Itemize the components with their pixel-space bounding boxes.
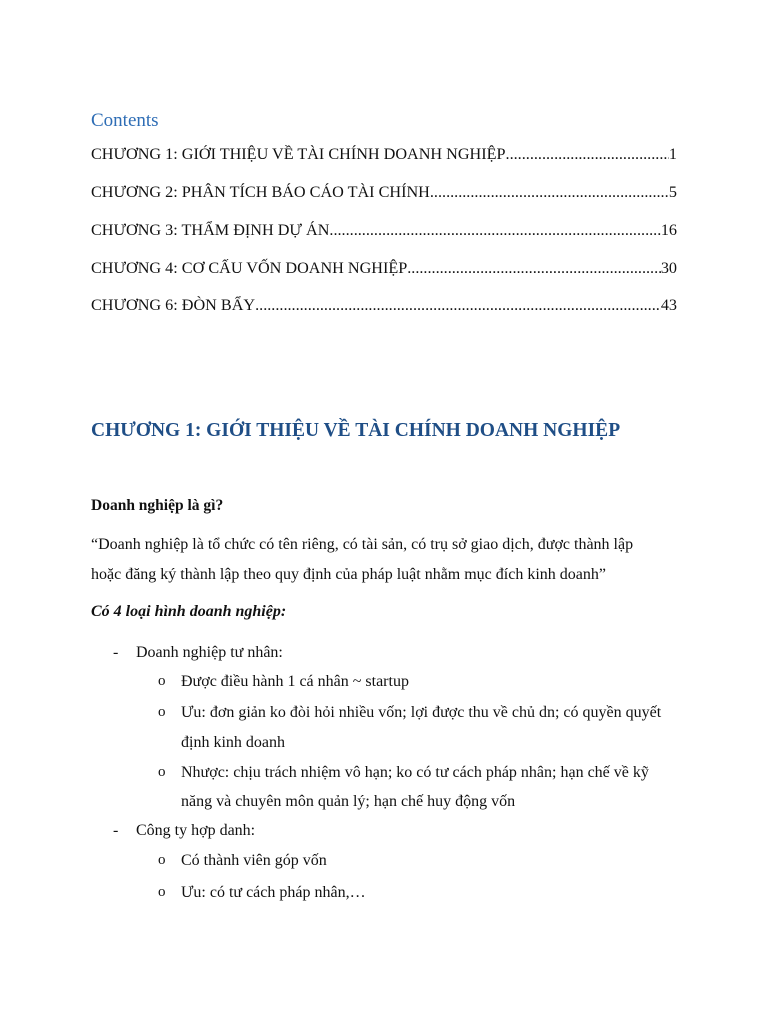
toc-leader-dots [329, 221, 660, 240]
toc-entry-chapter-4[interactable] [91, 259, 677, 278]
definition-line-1: “Doanh nghiệp là tổ chức có tên riêng, có tài sản, có trụ sở giao dịch, được thành lập [91, 536, 634, 553]
toc-leader-dots [407, 259, 661, 278]
toc-entry-page: 30 [660, 259, 677, 277]
toc-entry-page: 16 [660, 221, 677, 239]
toc-leader-dots [430, 183, 669, 202]
sub-item: Nhược: chịu trách nhiệm vô hạn; ko có tư cách pháp nhân; hạn chế về kỹ [181, 764, 649, 781]
sub-item: Ưu: đơn giản ko đòi hỏi nhiều vốn; lợi được thu về chủ dn; có quyền quyết [181, 704, 662, 721]
list-item-label: Công ty hợp danh: [136, 822, 256, 839]
list-dash: - [113, 644, 119, 661]
chapter-heading: CHƯƠNG 1: GIỚI THIỆU VỀ TÀI CHÍNH DOANH NGHIỆP [91, 420, 621, 441]
toc-entry-chapter-2[interactable] [91, 183, 677, 202]
list-dash: - [113, 822, 119, 839]
sub-bullet: o [158, 704, 166, 720]
sub-item: Ưu: có tư cách pháp nhân,… [181, 884, 366, 901]
toc-entry-title: CHƯƠNG 6: ĐÒN BẨY [91, 296, 256, 314]
toc-entry-title: CHƯƠNG 4: CƠ CẤU VỐN DOANH NGHIỆP [91, 259, 408, 277]
toc-entry-title: CHƯƠNG 1: GIỚI THIỆU VỀ TÀI CHÍNH DOANH NGHIỆP [91, 145, 506, 163]
sub-bullet: o [158, 764, 166, 780]
sub-bullet: o [158, 884, 166, 900]
sub-item: Có thành viên góp vốn [181, 852, 327, 869]
contents-heading: Contents [91, 110, 159, 131]
toc-leader-dots [506, 145, 669, 164]
sub-item-continuation: định kinh doanh [181, 734, 285, 751]
toc-entry-chapter-1[interactable] [91, 145, 677, 164]
toc-entry-title: CHƯƠNG 2: PHÂN TÍCH BÁO CÁO TÀI CHÍNH [91, 183, 430, 201]
toc-entry-chapter-3[interactable] [91, 221, 677, 240]
toc-entry-chapter-6[interactable] [91, 296, 677, 315]
toc-entry-page: 1 [668, 145, 677, 163]
toc-leader-dots [255, 296, 661, 315]
sub-bullet: o [158, 673, 166, 689]
toc-entry-page: 43 [660, 296, 677, 314]
sub-bullet: o [158, 852, 166, 868]
section-heading: Doanh nghiệp là gì? [91, 497, 224, 514]
list-item-label: Doanh nghiệp tư nhân: [136, 644, 283, 661]
sub-item-continuation: năng và chuyên môn quản lý; hạn chế huy động vốn [181, 793, 516, 810]
definition-line-2: hoặc đăng ký thành lập theo quy định của pháp luật nhằm mục đích kinh doanh” [91, 566, 606, 583]
toc-entry-page: 5 [668, 183, 677, 201]
toc-entry-title: CHƯƠNG 3: THẨM ĐỊNH DỰ ÁN [91, 221, 330, 239]
sub-item: Được điều hành 1 cá nhân ~ startup [181, 673, 409, 690]
types-heading: Có 4 loại hình doanh nghiệp: [91, 603, 287, 620]
